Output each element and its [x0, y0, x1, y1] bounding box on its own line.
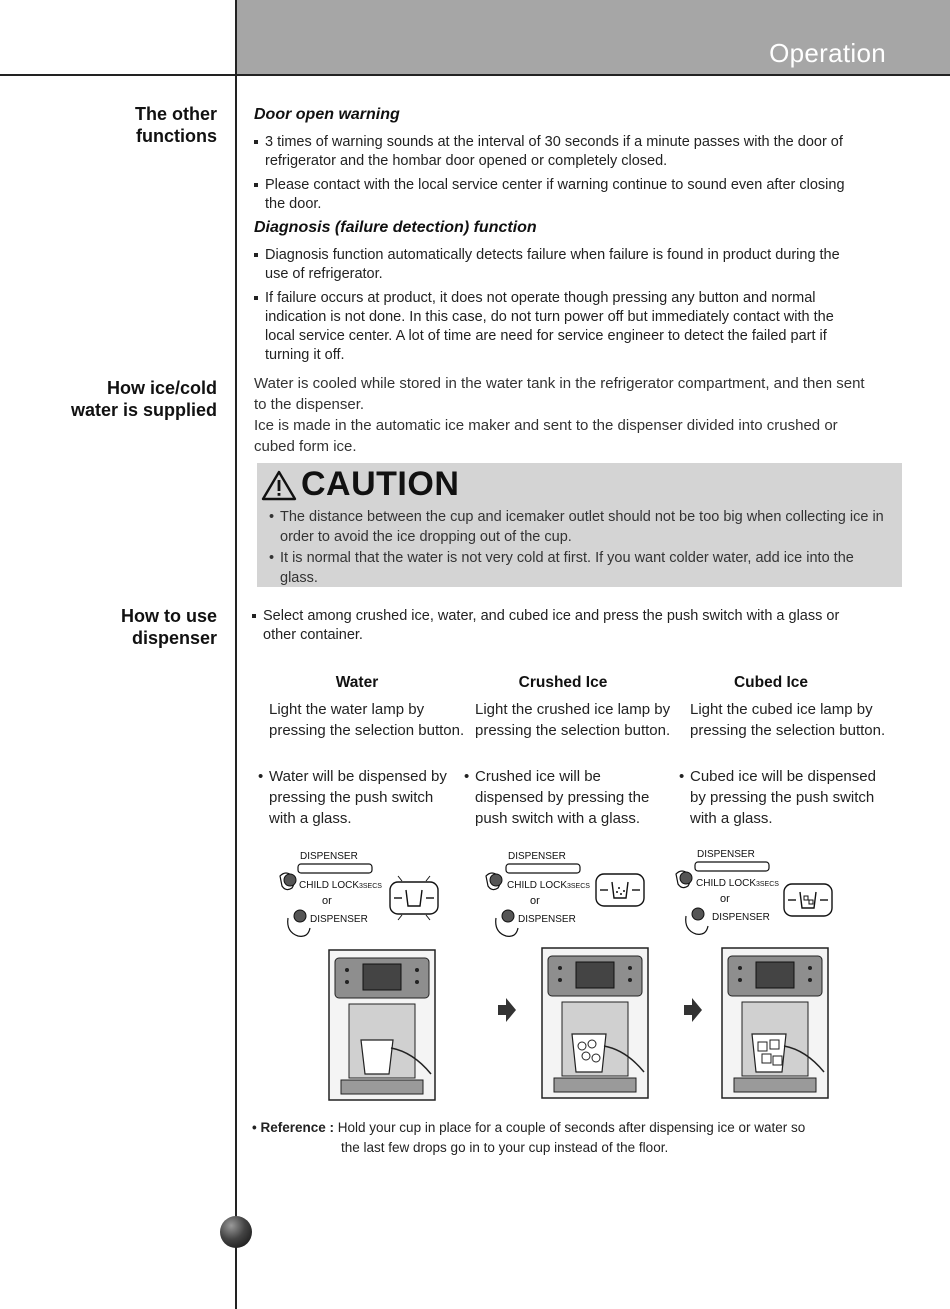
reference-note: [252, 1118, 892, 1158]
heading-ice-water: How ice/cold water is supplied: [70, 378, 217, 420]
svg-text:DISPENSER: DISPENSER: [518, 914, 576, 925]
reference-label: • Reference :: [252, 1120, 335, 1135]
door-warning-title: Door open warning: [254, 106, 400, 123]
column-title-cubed-ice: Cubed Ice: [733, 674, 809, 691]
panel-illustration-cubed-ice: [668, 844, 848, 950]
panel-illustration-crushed-ice: [478, 846, 658, 952]
door-warning-bullet-2: Please contact with the local service center if warning continue to sound even after closing the door.: [254, 176, 864, 214]
arrow-right-icon: [682, 996, 704, 1024]
dispenser-illustration-water: [327, 948, 439, 1104]
column-bullet-cubed-ice: • Cubed ice will be dispensed by pressing the push switch with a glass.: [679, 766, 884, 829]
caution-box: [257, 463, 902, 587]
ice-water-para-1: Water is cooled while stored in the water tank in the refrigerator compartment, and then sent to the dispenser.: [254, 375, 865, 413]
caution-title: CAUTION: [261, 465, 459, 504]
diagnosis-bullet-2: If failure occurs at product, it does not operate though pressing any button and normal indication is not done. In this case, do not turn power off but immediately contact with the local service center. A lot of time are need for service engineer to detect the failed part if turning it off.: [254, 289, 864, 365]
reference-line-2: the last few drops go in to your cup instead of the floor.: [341, 1140, 669, 1155]
svg-text:3SECS: 3SECS: [756, 881, 779, 888]
reference-line-1: Hold your cup in place for a couple of seconds after dispensing ice or water so: [337, 1120, 806, 1135]
column-bullet-crushed-ice: • Crushed ice will be dispensed by pressing the push switch with a glass.: [464, 766, 669, 829]
panel-illustration-water: [272, 846, 452, 952]
svg-text:or: or: [530, 895, 540, 907]
dispenser-illustration-cubed-ice: [720, 946, 832, 1102]
svg-text:CHILD LOCK: CHILD LOCK: [507, 880, 568, 891]
column-text-water: Light the water lamp by pressing the selection button.: [269, 701, 465, 739]
dispenser-illustration-crushed-ice: [540, 946, 652, 1102]
ice-water-para-2: Ice is made in the automatic ice maker and sent to the dispenser divided into crushed or cubed form ice.: [254, 417, 838, 455]
warning-triangle-icon: [261, 469, 297, 501]
svg-text:DISPENSER: DISPENSER: [508, 851, 566, 862]
caution-item-1: • The distance between the cup and icemaker outlet should not be too big when collecting ice in order to avoid the ice dropping out of the cup.: [269, 507, 889, 547]
svg-text:3SECS: 3SECS: [567, 883, 590, 890]
page-title: Operation: [769, 38, 886, 68]
vertical-rule: [235, 0, 237, 1309]
page-marker-ball: [220, 1216, 252, 1248]
svg-text:or: or: [322, 895, 332, 907]
door-warning-bullet-1: 3 times of warning sounds at the interval of 30 seconds if a minute passes with the door of refrigerator and the hombar door opened or completely closed.: [254, 133, 864, 171]
svg-text:CHILD LOCK: CHILD LOCK: [696, 878, 757, 889]
diagnosis-title: Diagnosis (failure detection) function: [254, 219, 537, 236]
svg-text:or: or: [720, 893, 730, 905]
heading-dispenser: How to use dispenser: [120, 606, 217, 648]
svg-text:CHILD LOCK: CHILD LOCK: [299, 880, 360, 891]
header-band: [236, 0, 950, 74]
column-title-crushed-ice: Crushed Ice: [518, 674, 608, 691]
arrow-right-icon: [496, 996, 518, 1024]
svg-text:DISPENSER: DISPENSER: [310, 914, 368, 925]
svg-text:3SECS: 3SECS: [359, 883, 382, 890]
caution-item-2: • It is normal that the water is not very cold at first. If you want colder water, add ice into the glass.: [269, 548, 889, 588]
dispenser-intro: Select among crushed ice, water, and cubed ice and press the push switch with a glass or other container.: [252, 607, 872, 645]
svg-text:DISPENSER: DISPENSER: [697, 849, 755, 860]
heading-other-functions: The other functions: [134, 104, 217, 146]
svg-text:DISPENSER: DISPENSER: [712, 912, 770, 923]
header-rule: [0, 74, 950, 76]
diagnosis-bullet-1: Diagnosis function automatically detects failure when failure is found in product during the use of refrigerator.: [254, 246, 864, 284]
column-text-cubed-ice: Light the cubed ice lamp by pressing the selection button.: [690, 701, 886, 739]
column-text-crushed-ice: Light the crushed ice lamp by pressing the selection button.: [475, 701, 671, 739]
column-title-water: Water: [335, 674, 379, 691]
svg-text:DISPENSER: DISPENSER: [300, 851, 358, 862]
column-bullet-water: • Water will be dispensed by pressing the push switch with a glass.: [258, 766, 463, 829]
